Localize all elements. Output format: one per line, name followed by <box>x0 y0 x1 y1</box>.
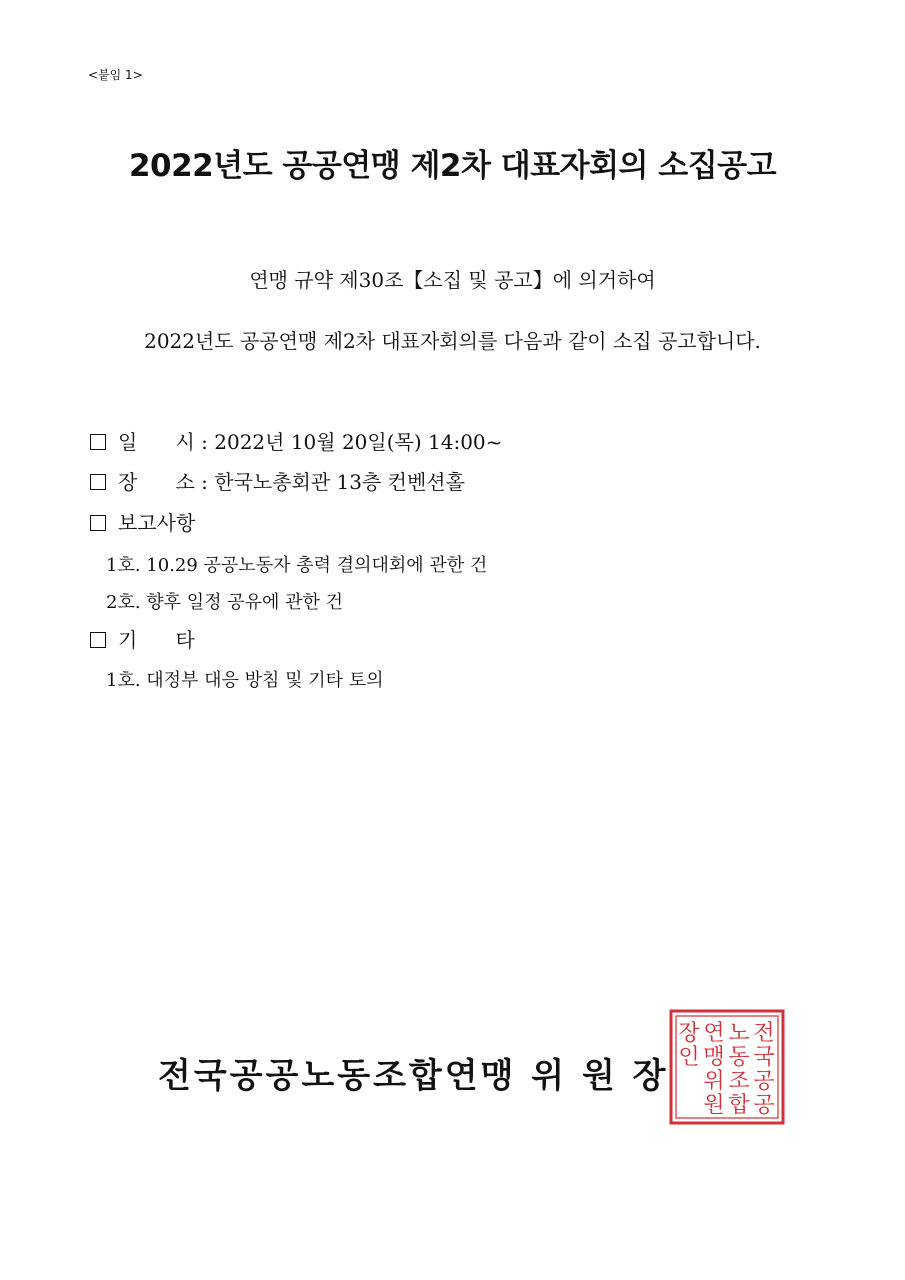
item-date <box>90 426 502 455</box>
item-other-label: 기 타 <box>118 628 195 652</box>
document-title: 2022년도 공공연맹 제2차 대표자회의 소집공고 <box>128 148 777 184</box>
seal-glyph: 합 <box>728 1093 750 1118</box>
checkbox-icon <box>90 515 106 531</box>
seal-glyph: 국 <box>753 1045 775 1070</box>
seal-glyph: 공 <box>753 1093 775 1118</box>
item-report <box>90 507 195 536</box>
report-sub-item: 2호. 향후 일정 공유에 관한 건 <box>106 592 344 613</box>
checkbox-icon <box>90 434 106 450</box>
official-seal-icon <box>668 1008 786 1126</box>
seal-glyph: 원 <box>703 1093 725 1118</box>
seal-glyph: 연 <box>703 1021 725 1046</box>
item-place-label: 장 소 <box>118 470 195 494</box>
other-sub-item: 1호. 대정부 대응 방침 및 기타 토의 <box>106 670 384 691</box>
item-date-label: 일 시 <box>118 430 195 454</box>
item-place <box>90 466 465 495</box>
seal-glyph: 맹 <box>703 1045 725 1070</box>
item-date-separator: : <box>194 430 215 454</box>
seal-glyph: 공 <box>753 1069 775 1094</box>
checkbox-icon <box>90 632 106 648</box>
intro-line-2: 2022년도 공공연맹 제2차 대표자회의를 다음과 같이 소집 공고합니다. <box>144 329 761 353</box>
item-date-value: 2022년 10월 20일(목) 14:00~ <box>214 430 503 454</box>
seal-glyph: 장 <box>678 1021 700 1046</box>
seal-glyph: 인 <box>678 1045 700 1070</box>
item-place-value: 한국노총회관 13층 컨벤션홀 <box>214 470 465 494</box>
item-report-label: 보고사항 <box>118 511 196 535</box>
issuer-signature: 전국공공노동조합연맹 위 원 장 <box>158 1056 669 1096</box>
seal-glyph: 전 <box>753 1021 775 1046</box>
seal-glyph: 조 <box>728 1069 750 1094</box>
report-sub-item: 1호. 10.29 공공노동자 총력 결의대회에 관한 건 <box>106 555 488 576</box>
item-other <box>90 624 195 653</box>
attachment-label: <붙임 1> <box>88 68 143 82</box>
item-place-separator: : <box>194 470 215 494</box>
seal-glyph: 동 <box>728 1045 750 1070</box>
intro-line-1: 연맹 규약 제30조【소집 및 공고】에 의거하여 <box>249 268 656 292</box>
seal-glyph: 노 <box>728 1021 750 1046</box>
checkbox-icon <box>90 474 106 490</box>
seal-glyph: 위 <box>703 1069 725 1094</box>
